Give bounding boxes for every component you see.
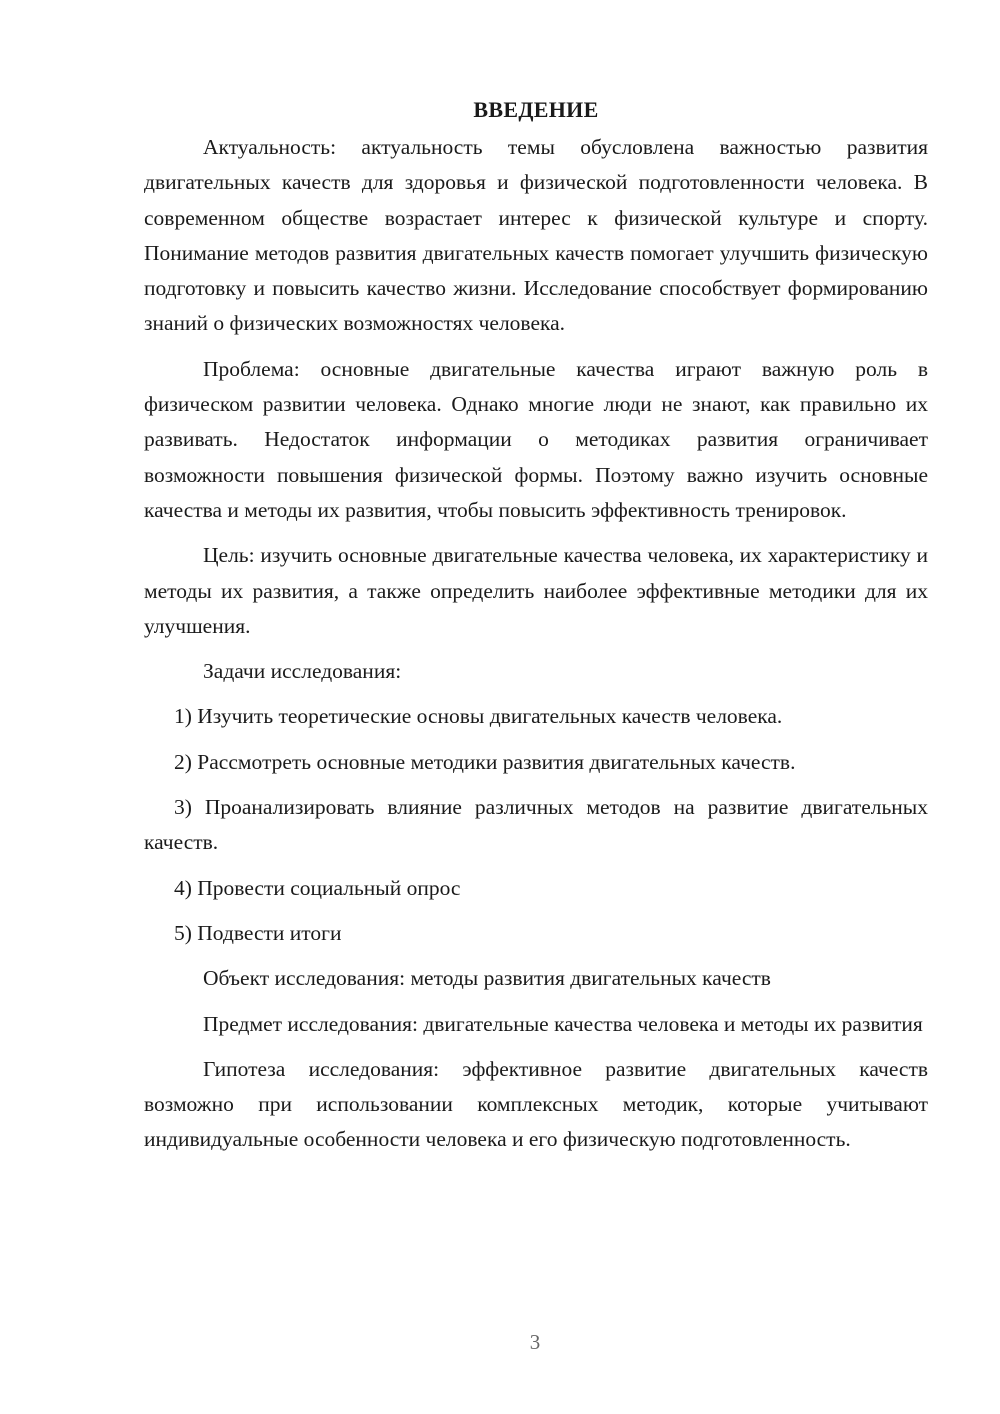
problem-paragraph: Проблема: основные двигательные качества играют важную роль в физическом развитии человека. Однако многие люди не знают, как правильно их развивать. Недостаток информации о методиках развития ограничивает возможности повышения физической формы. Поэтому важно изучить основные качества и методы их развития, чтобы повысить эффективность тренировок. <box>144 356 928 522</box>
task-item-2: 2) Рассмотреть основные методики развития двигательных качеств. <box>174 749 796 774</box>
task-item-4: 4) Провести социальный опрос <box>174 875 461 900</box>
object-paragraph: Объект исследования: методы развития двигательных качеств <box>203 966 771 991</box>
page-title: ВВЕДЕНИЕ <box>473 97 599 122</box>
tasks-heading: Задачи исследования: <box>203 659 402 684</box>
goal-paragraph: Цель: изучить основные двигательные качества человека, их характеристику и методы их развития, а также определить наиболее эффективные методики для их улучшения. <box>144 543 928 638</box>
subject-paragraph: Предмет исследования: двигательные качества человека и методы их развития <box>203 1011 923 1036</box>
page-number: 3 <box>529 1330 541 1354</box>
hypothesis-paragraph: Гипотеза исследования: эффективное развитие двигательных качеств возможно при использовании комплексных методик, которые учитывают индивидуальные особенности человека и его физическую подготовленность. <box>144 1056 928 1152</box>
task-item-3: 3) Проанализировать влияние различных методов на развитие двигательных качеств. <box>144 795 928 855</box>
task-item-5: 5) Подвести итоги <box>174 920 342 945</box>
relevance-paragraph: Актуальность: актуальность темы обусловлена важностью развития двигательных качеств для здоровья и физической подготовленности человека. В современном обществе возрастает интерес к физической культуре и спорту. Понимание методов развития двигательных качеств помогает улучшить физическую подготовку и повысить качество жизни. Исследование способствует формированию знаний о физических возможностях человека. <box>144 135 928 336</box>
page-body <box>144 92 928 1168</box>
task-item-1: 1) Изучить теоретические основы двигательных качеств человека. <box>174 704 783 729</box>
